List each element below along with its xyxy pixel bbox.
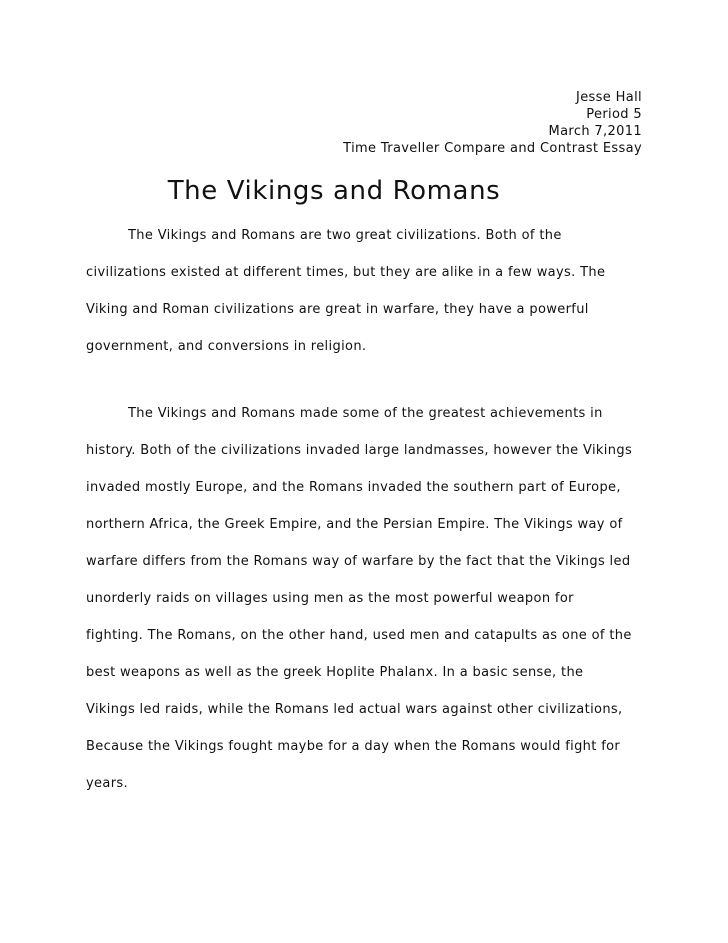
paragraph-line: civilizations existed at different times, but they are alike in a few ways. The — [86, 265, 606, 280]
paragraph-warfare — [86, 405, 656, 812]
paragraph-line: history. Both of the civilizations invaded large landmasses, however the Vikings — [86, 443, 633, 458]
paragraph-line: The Vikings and Romans are two great civilizations. Both of the — [128, 228, 562, 243]
essay-date: March 7,2011 — [548, 124, 642, 139]
paragraph-intro — [86, 227, 656, 375]
class-period: Period 5 — [586, 107, 642, 122]
paragraph-line: years. — [86, 776, 129, 791]
paragraph-line: warfare differs from the Romans way of warfare by the fact that the Vikings led — [86, 554, 631, 569]
paragraph-line: Because the Vikings fought maybe for a day when the Romans would fight for — [86, 739, 621, 754]
paragraph-line: Vikings led raids, while the Romans led actual wars against other civilizations, — [86, 702, 623, 717]
paragraph-line: northern Africa, the Greek Empire, and the Persian Empire. The Vikings way of — [86, 517, 623, 532]
student-name: Jesse Hall — [576, 90, 642, 105]
essay-title: The Vikings and Romans — [167, 176, 501, 206]
paragraph-line: best weapons as well as the greek Hoplite Phalanx. In a basic sense, the — [86, 665, 584, 680]
paragraph-line: fighting. The Romans, on the other hand, used men and catapults as one of the — [86, 628, 632, 643]
paragraph-line: Viking and Roman civilizations are great in warfare, they have a powerful — [86, 302, 589, 317]
paragraph-line: The Vikings and Romans made some of the greatest achievements in — [128, 406, 603, 421]
essay-header — [343, 89, 642, 157]
paragraph-line: government, and conversions in religion. — [86, 339, 367, 354]
paragraph-line: invaded mostly Europe, and the Romans invaded the southern part of Europe, — [86, 480, 621, 495]
paragraph-line: unorderly raids on villages using men as the most powerful weapon for — [86, 591, 574, 606]
assignment-title: Time Traveller Compare and Contrast Essay — [343, 141, 642, 156]
